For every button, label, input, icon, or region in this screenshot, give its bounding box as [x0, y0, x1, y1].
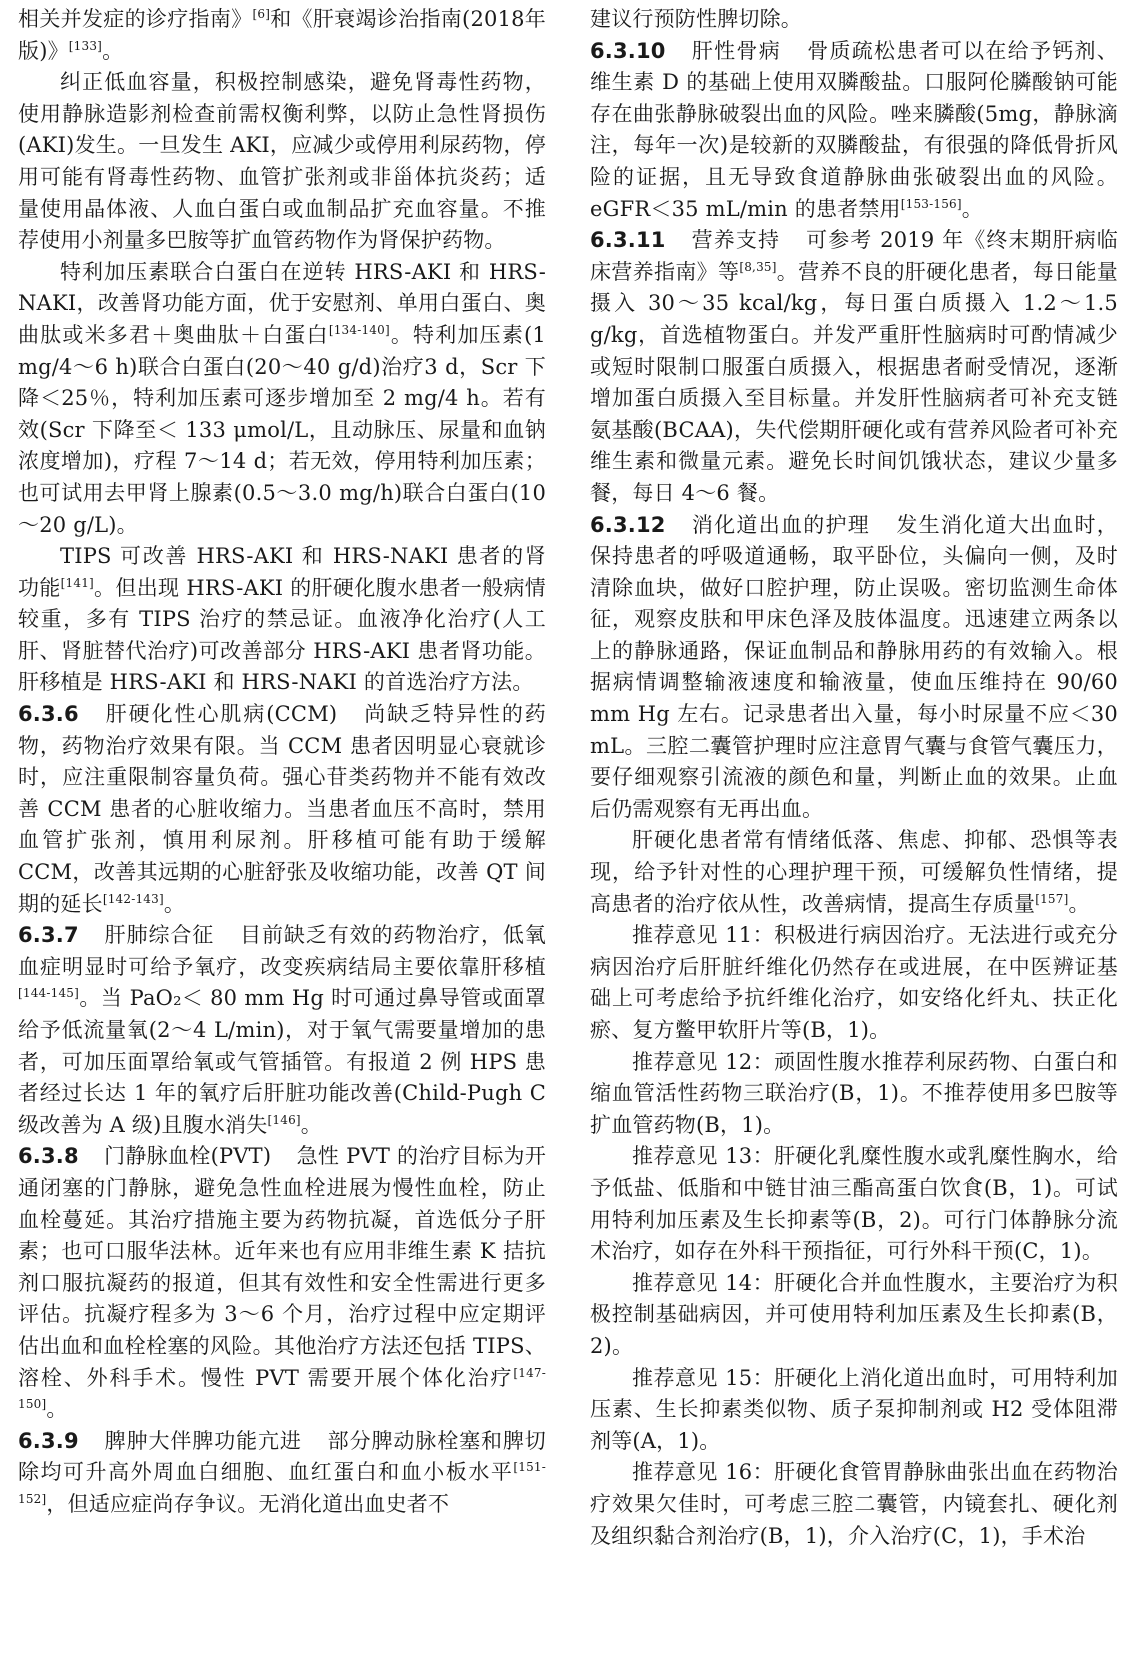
paragraph: 特利加压素联合白蛋白在逆转 HRS-AKI 和 HRS-NAKI，改善肾功能方面，优于安慰剂、单用白蛋白、奥曲肽或米多君＋奥曲肽＋白蛋白[134-140]。特利加压素(1 mg/4～6 h)联合白蛋白(20～40 g/d)治疗3 d，Scr 下降＜25％，特利加压素可逐步增加至 2 mg/4 h。若有效(Scr 下降至＜ 133 μmol/L，且动脉压、尿量和血钠浓度增加)，疗程 7～14 d；若无效，停用特利加压素；也可试用去甲肾上腺素(0.5～3.0 mg/h)联合白蛋白(10～20 g/L)。 — [18, 259, 546, 537]
citation: [6] — [252, 7, 271, 21]
section-number: 6.3.10 — [590, 38, 666, 63]
section-6-3-12: 6.3.12 消化道出血的护理 发生消化道大出血时，保持患者的呼吸道通畅，取平卧位，头偏向一侧，及时清除血块，做好口腔护理，防止误吸。密切监测生命体征，观察皮肤和甲床色泽及肢体温度。迅速建立两条以上的静脉通路，保证血制品和静脉用药的有效输入。根据病情调整输液速度和输液量，使血压维持在 90/60 mm Hg 左右。记录患者出入量，每小时尿量不应＜30 mL。三腔二囊管护理时应注意胃气囊与食管气囊压力，要仔细观察引流液的颜色和量，判断止血的效果。止血后仍需观察有无再出血。 — [590, 512, 1118, 821]
section-title: 肝性骨病 — [690, 38, 781, 63]
section-6-3-11: 6.3.11 营养支持 可参考 2019 年《终末期肝病临床营养指南》等[8,35]。营养不良的肝硬化患者，每日能量摄入 30～35 kcal/kg，每日蛋白质摄入 1.2～1.5 g/kg，首选植物蛋白。并发严重肝性脑病时可酌情减少或短时限制口服蛋白质摄入，根据患者耐受情况，逐渐增加蛋白质摄入至目标量。并发肝性脑病者可补充支链氨基酸(BCAA)，失代偿期肝硬化或有营养风险者可补充维生素和微量元素。避免长时间饥饿状态，建议少量多餐，每日 4～6 餐。 — [590, 228, 1118, 505]
section-number: 6.3.6 — [18, 702, 79, 727]
section-6-3-6: 6.3.6 肝硬化性心肌病(CCM) 尚缺乏特异性的药物，药物治疗效果有限。当 CCM 患者因明显心衰就诊时，应注重限制容量负荷。强心苷类药物并不能有效改善 CCM 患者的心脏收缩力。当患者血压不高时，禁用血管扩张剂，慎用利尿剂。肝移植可能有助于缓解 CCM，改善其远期的心脏舒张及收缩功能，改善 QT 间期的延长[142-143]。 — [18, 702, 546, 916]
citation: [134-140] — [328, 322, 390, 337]
section-6-3-8: 6.3.8 门静脉血栓(PVT) 急性 PVT 的治疗目标为开通闭塞的门静脉，避免急性血栓进展为慢性血栓，防止血栓蔓延。其治疗措施主要为药物抗凝，首选低分子肝素；也可口服华法林。近年来也有应用非维生素 K 拮抗剂口服抗凝药的报道，但其有效性和安全性需进行更多评估。抗凝疗程多为 3～6 个月，治疗过程中应定期评估出血和血栓栓塞的风险。其他治疗方法还包括 TIPS、溶栓、外科手术。慢性 PVT 需要开展个体化治疗[147-150]。 — [18, 1144, 547, 1422]
citation: [141] — [60, 575, 94, 590]
section-title: 肝硬化性心肌病(CCM) — [103, 702, 338, 727]
paragraph: 肝硬化患者常有情绪低落、焦虑、抑郁、恐惧等表现，给予针对性的心理护理干预，可缓解负性情绪，提高患者的治疗依从性，改善病情，提高生存质量[157]。 — [590, 828, 1118, 916]
section-title: 脾肿大伴脾功能亢进 — [103, 1428, 302, 1453]
recommendation-11: 推荐意见 11：积极进行病因治疗。无法进行或充分病因治疗后肝脏纤维化仍然存在或进展，在中医辨证基础上可考虑给予抗纤维化治疗，如安络化纤丸、扶正化瘀、复方鳖甲软肝片等(B，1)。 — [590, 923, 1118, 1042]
citation: [133] — [68, 38, 103, 53]
recommendation-13: 推荐意见 13：肝硬化乳糜性腹水或乳糜性胸水，给予低盐、低脂和中链甘油三酯高蛋白饮食(B，1)。可试用特利加压素及生长抑素等(B，2)。可行门体静脉分流术治疗，如存在外科干预指征，可行外科干预(C，1)。 — [590, 1144, 1118, 1264]
recommendation-14: 推荐意见 14：肝硬化合并血性腹水，主要治疗为积极控制基础病因，并可使用特利加压素及生长抑素(B，2)。 — [590, 1270, 1118, 1358]
section-number: 6.3.12 — [590, 512, 666, 537]
recommendation-15: 推荐意见 15：肝硬化上消化道出血时，可用特利加压素、生长抑素类似物、质子泵抑制剂或 H2 受体阻滞剂等(A，1)。 — [590, 1365, 1118, 1453]
section-6-3-7: 6.3.7 肝肺综合征 目前缺乏有效的药物治疗，低氧血症明显时可给予氧疗，改变疾病结局主要依靠肝移植[144-145]。当 PaO₂＜ 80 mm Hg 时可通过鼻导管或面罩给予低流量氧(2～4 L/min)，对于氧气需要量增加的患者，可加压面罩给氧或气管插管。有报道 2 例 HPS 患者经过长达 1 年的氧疗后肝脏功能改善(Child-Pugh C 级改善为 A 级)且腹水消失[146]。 — [18, 923, 547, 1137]
paragraph: TIPS 可改善 HRS-AKI 和 HRS-NAKI 患者的肾功能[141]。但出现 HRS-AKI 的肝硬化腹水患者一般病情较重，多有 TIPS 治疗的禁忌证。血液净化治疗(人工肝、肾脏替代治疗)可改善部分 HRS-AKI 患者肾功能。肝移植是 HRS-AKI 和 HRS-NAKI 的首选治疗方法。 — [18, 544, 547, 695]
section-title: 门静脉血栓(PVT) — [103, 1144, 272, 1169]
right-column — [590, 4, 1118, 1552]
citation: [157] — [1035, 891, 1069, 906]
citation: [147-150] — [18, 1365, 546, 1412]
citation: [151-152] — [18, 1460, 546, 1506]
citation: [153-156] — [900, 196, 962, 211]
section-number: 6.3.7 — [18, 923, 79, 948]
citation: [8,35] — [739, 259, 777, 274]
paragraph: 纠正低血容量，积极控制感染，避免肾毒性药物，使用静脉造影剂检查前需权衡利弊，以防止急性肾损伤(AKI)发生。一旦发生 AKI，应减少或停用利尿药物，停用可能有肾毒性药物、血管扩张剂或非甾体抗炎药；适量使用晶体液、人血白蛋白或血制品扩充血容量。不推荐使用小剂量多巴胺等扩血管药物作为肾保护药物。 — [18, 70, 546, 253]
citation: [144-145] — [18, 986, 80, 1001]
left-column — [18, 4, 546, 1521]
section-title: 肝肺综合征 — [103, 923, 215, 948]
section-number: 6.3.8 — [18, 1144, 79, 1169]
citation: [146] — [267, 1112, 301, 1127]
section-number: 6.3.11 — [590, 228, 666, 253]
section-title: 营养支持 — [690, 228, 781, 253]
section-6-3-10: 6.3.10 肝性骨病 骨质疏松患者可以在给予钙剂、维生素 D 的基础上使用双膦酸盐。口服阿伦膦酸钠可能存在曲张静脉破裂出血的风险。唑来膦酸(5mg，静脉滴注，每年一次)是较新的双膦酸盐，有很强的降低骨折风险的证据，且无导致食道静脉曲张破裂出血的风险。eGFR＜35 mL/min 的患者禁用[153-156]。 — [590, 38, 1118, 221]
recommendation-12: 推荐意见 12：顽固性腹水推荐利尿药物、白蛋白和缩血管活性药物三联治疗(B，1)。不推荐使用多巴胺等扩血管药物(B，1)。 — [590, 1049, 1118, 1137]
recommendation-16: 推荐意见 16：肝硬化食管胃静脉曲张出血在药物治疗效果欠佳时，可考虑三腔二囊管，内镜套扎、硬化剂及组织黏合剂治疗(B，1)，介入治疗(C，1)，手术治 — [590, 1460, 1118, 1548]
section-6-3-9: 6.3.9 脾肿大伴脾功能亢进 部分脾动脉栓塞和脾切除均可升高外周血白细胞、血红蛋白和血小板水平[151-152]，但适应症尚存争议。无消化道出血史者不 — [18, 1428, 546, 1516]
paragraph: 相关并发症的诊疗指南》[6]和《肝衰竭诊治指南(2018年版)》[133]。 — [18, 7, 547, 63]
citation: [142-143] — [102, 891, 164, 906]
section-title: 消化道出血的护理 — [690, 512, 871, 537]
paragraph: 建议行预防性脾切除。 — [590, 7, 802, 31]
section-number: 6.3.9 — [18, 1428, 79, 1453]
